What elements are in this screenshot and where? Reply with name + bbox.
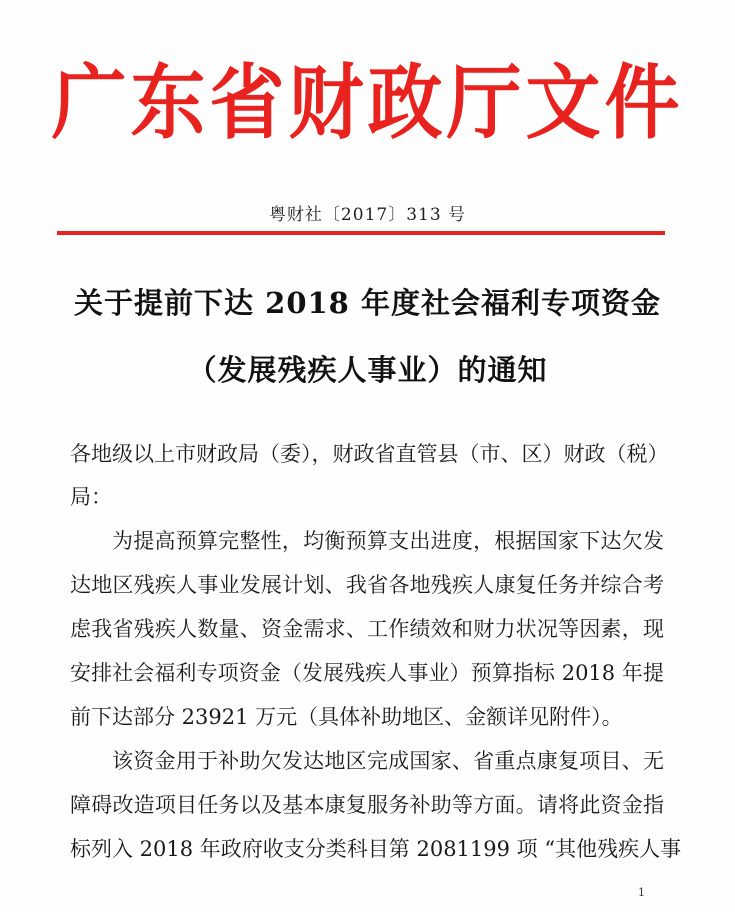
document-number: 粤财社〔2017〕313 号 <box>268 205 467 225</box>
masthead-title: 广东省财政厅文件 <box>51 55 684 151</box>
salutation-line-2: 局： <box>70 485 112 509</box>
paragraph-1-line-3: 虑我省残疾人数量、资金需求、工作绩效和财力状况等因素，现 <box>70 617 664 641</box>
paragraph-1-line-4: 安排社会福利专项资金（发展残疾人事业）预算指标 2018 年提 <box>70 661 664 685</box>
notice-title-line-1: 关于提前下达 2018 年度社会福利专项资金 <box>74 286 661 320</box>
paragraph-1-line-1: 为提高预算完整性，均衡预算支出进度，根据国家下达欠发 <box>112 529 664 553</box>
salutation-line-1: 各地级以上市财政局（委），财政省直管县（市、区）财政（税） <box>70 442 669 466</box>
paragraph-2-line-1: 该资金用于补助欠发达地区完成国家、省重点康复项目、无 <box>112 749 664 773</box>
paragraph-2-line-3: 标列入 2018 年政府收支分类科目第 2081199 项 “其他残疾人事 <box>70 837 682 861</box>
paragraph-1-line-2: 达地区残疾人事业发展计划、我省各地残疾人康复任务并综合考 <box>70 573 664 597</box>
red-divider-line <box>57 231 665 235</box>
paragraph-1-line-5: 前下达部分 23921 万元（具体补助地区、金额详见附件）。 <box>70 705 623 729</box>
paragraph-2-line-2: 障碍改造项目任务以及基本康复服务补助等方面。请将此资金指 <box>70 793 664 817</box>
page-number: 1 <box>638 886 645 899</box>
notice-title-line-2: （发展残疾人事业）的通知 <box>187 353 548 387</box>
